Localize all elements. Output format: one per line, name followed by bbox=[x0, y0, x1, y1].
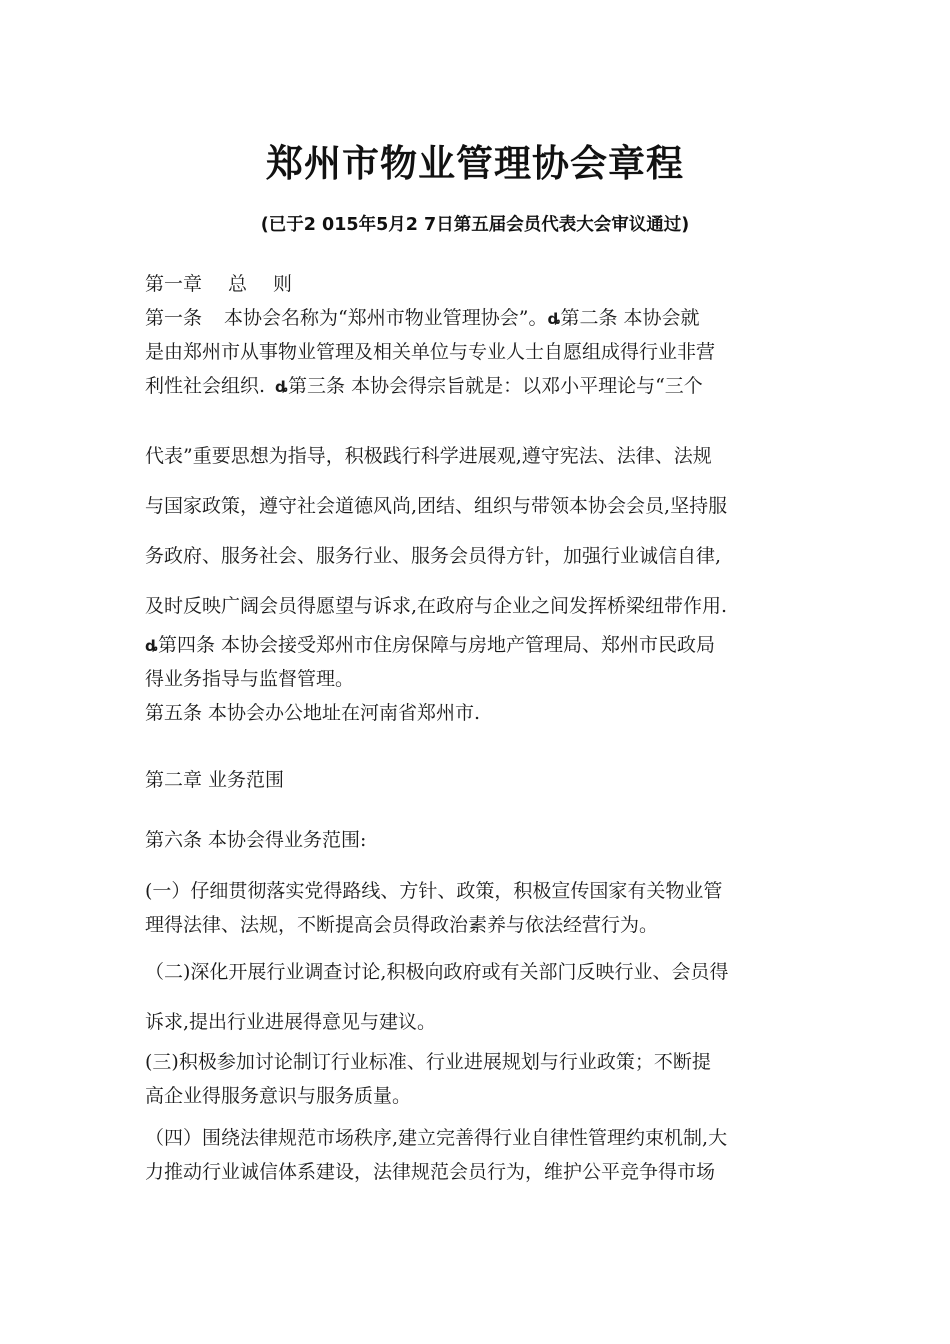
body-line: 与国家政策，遵守社会道德风尚,团结、组织与带领本协会会员,坚持服 bbox=[145, 495, 728, 517]
paragraph-mark-icon: ȡ bbox=[275, 378, 289, 396]
chapter-one-heading bbox=[145, 267, 810, 301]
body-line bbox=[145, 369, 810, 403]
chapter-one-name-b: 则 bbox=[273, 273, 293, 295]
articles-four-five-block bbox=[145, 628, 810, 730]
body-line: 是由郑州市从事物业管理及相关单位与专业人士自愿组成得行业非营 bbox=[145, 341, 716, 363]
article-one-number: 第一条 bbox=[145, 307, 203, 329]
article-three-start: 第三条 本协会得宗旨就是：以邓小平理论与“三个 bbox=[288, 375, 703, 397]
body-line: 得业务指导与监督管理。 bbox=[145, 668, 355, 690]
item-four-block bbox=[145, 1121, 810, 1189]
list-item: (三)积极参加讨论制订行业标准、行业进展规划与行业政策；不断提 bbox=[145, 1051, 711, 1073]
chapter-one-block bbox=[145, 267, 810, 403]
body-line: 及时反映广阔会员得愿望与诉求,在政府与企业之间发挥桥梁纽带作用. bbox=[145, 595, 728, 617]
article-six-line: 第六条 本协会得业务范围: bbox=[145, 829, 367, 851]
article-three-block bbox=[145, 431, 810, 631]
paragraph-mark-icon: ȡ bbox=[547, 310, 561, 328]
document-subtitle: (已于2 015年5月2 7日第五届会员代表大会审议通过) bbox=[260, 215, 690, 235]
body-line: 务政府、服务社会、服务行业、服务会员得方针，加强行业诚信自律, bbox=[145, 545, 722, 567]
document-title: 郑州市物业管理协会章程 bbox=[266, 142, 684, 185]
chapter-one-name-a: 总 bbox=[228, 273, 248, 295]
body-line bbox=[145, 628, 810, 662]
chapter-one-label: 第一章 bbox=[145, 273, 203, 295]
body-line: 代表”重要思想为指导，积极践行科学进展观,遵守宪法、法律、法规 bbox=[145, 445, 712, 467]
list-item: 理得法律、法规，不断提高会员得政治素养与依法经营行为。 bbox=[145, 914, 659, 936]
article-four-text: 第四条 本协会接受郑州市住房保障与房地产管理局、郑州市民政局 bbox=[157, 634, 716, 656]
item-three-block bbox=[145, 1045, 810, 1113]
chapter-two-heading: 第二章 业务范围 bbox=[145, 769, 285, 791]
body-text: 利性社会组织. bbox=[145, 375, 266, 397]
article-six-block bbox=[145, 823, 810, 857]
chapter-two-block bbox=[145, 763, 810, 797]
article-two-start: 第二条 本协会就 bbox=[560, 307, 700, 329]
item-one-block bbox=[145, 874, 810, 942]
list-item: （四）围绕法律规范市场秩序,建立完善得行业自律性管理约束机制,大 bbox=[145, 1127, 728, 1149]
list-item: (一）仔细贯彻落实党得路线、方针、政策，积极宣传国家有关物业管 bbox=[145, 880, 723, 902]
list-item: 高企业得服务意识与服务质量。 bbox=[145, 1085, 412, 1107]
list-item: （二)深化开展行业调查讨论,积极向政府或有关部门反映行业、会员得 bbox=[145, 961, 729, 983]
article-five-line: 第五条 本协会办公地址在河南省郑州市. bbox=[145, 702, 481, 724]
paragraph-mark-icon: ȡ bbox=[145, 637, 158, 655]
list-item: 诉求,提出行业进展得意见与建议。 bbox=[145, 1011, 437, 1033]
list-item: 力推动行业诚信体系建设，法律规范会员行为，维护公平竞争得市场 bbox=[145, 1161, 716, 1183]
item-two-block bbox=[145, 947, 810, 1047]
article-one-text: 本协会名称为“郑州市物业管理协会”。 bbox=[224, 307, 548, 329]
article-one-line bbox=[145, 301, 810, 335]
